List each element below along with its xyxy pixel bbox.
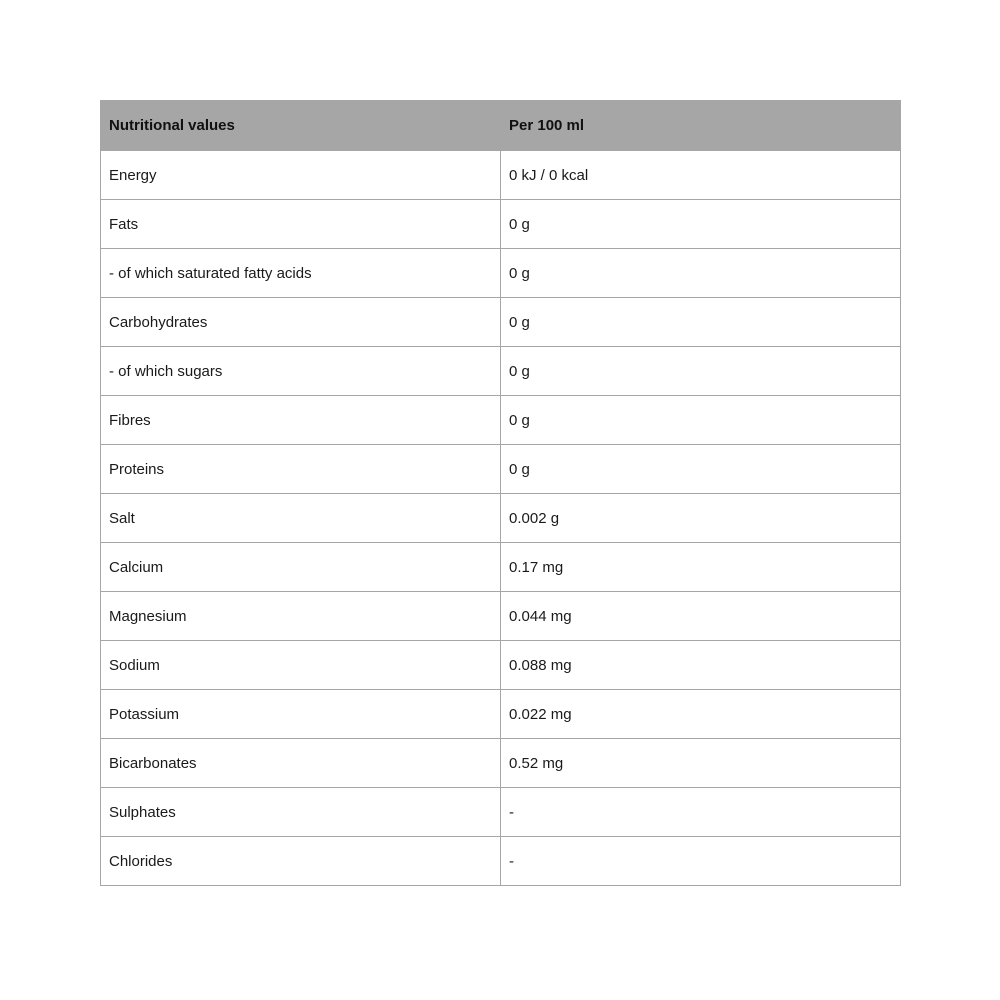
nutrient-name: Fats (101, 200, 501, 249)
table-row (101, 445, 901, 494)
nutrient-name: Potassium (101, 690, 501, 739)
nutrient-value: 0 g (501, 200, 901, 249)
nutrient-name: Carbohydrates (101, 298, 501, 347)
nutrient-value: 0.088 mg (501, 641, 901, 690)
nutrient-value: 0 g (501, 445, 901, 494)
table-row (101, 592, 901, 641)
table-row (101, 837, 901, 886)
table-row (101, 347, 901, 396)
table-row (101, 151, 901, 200)
nutrient-name: Calcium (101, 543, 501, 592)
table-row (101, 690, 901, 739)
table-row (101, 788, 901, 837)
table-row (101, 298, 901, 347)
nutrient-name: Proteins (101, 445, 501, 494)
table-header (101, 101, 901, 151)
table-row (101, 396, 901, 445)
nutrient-name: Sulphates (101, 788, 501, 837)
nutrient-value: 0.002 g (501, 494, 901, 543)
nutrient-name: Bicarbonates (101, 739, 501, 788)
nutrient-value: 0 g (501, 249, 901, 298)
nutrient-value: - (501, 788, 901, 837)
table-row (101, 494, 901, 543)
nutrient-name: Chlorides (101, 837, 501, 886)
header-row (101, 101, 901, 151)
nutrient-name: Salt (101, 494, 501, 543)
nutrient-value: 0.022 mg (501, 690, 901, 739)
nutrient-value: - (501, 837, 901, 886)
nutrient-value: 0.17 mg (501, 543, 901, 592)
nutrient-name: Magnesium (101, 592, 501, 641)
table-row (101, 543, 901, 592)
header-nutritional-values: Nutritional values (101, 101, 501, 151)
nutrient-value: 0 g (501, 396, 901, 445)
table-row (101, 739, 901, 788)
table-row (101, 200, 901, 249)
nutrient-value: 0 kJ / 0 kcal (501, 151, 901, 200)
nutrient-value: 0.52 mg (501, 739, 901, 788)
header-per-100-ml: Per 100 ml (501, 101, 901, 151)
table-body (101, 151, 901, 886)
nutrient-name: Energy (101, 151, 501, 200)
table-row (101, 249, 901, 298)
nutrient-name: - of which saturated fatty acids (101, 249, 501, 298)
nutrient-name: Fibres (101, 396, 501, 445)
nutrient-value: 0 g (501, 298, 901, 347)
nutrition-table (100, 100, 901, 886)
nutrient-name: - of which sugars (101, 347, 501, 396)
nutrient-name: Sodium (101, 641, 501, 690)
table-row (101, 641, 901, 690)
nutrient-value: 0 g (501, 347, 901, 396)
nutrient-value: 0.044 mg (501, 592, 901, 641)
